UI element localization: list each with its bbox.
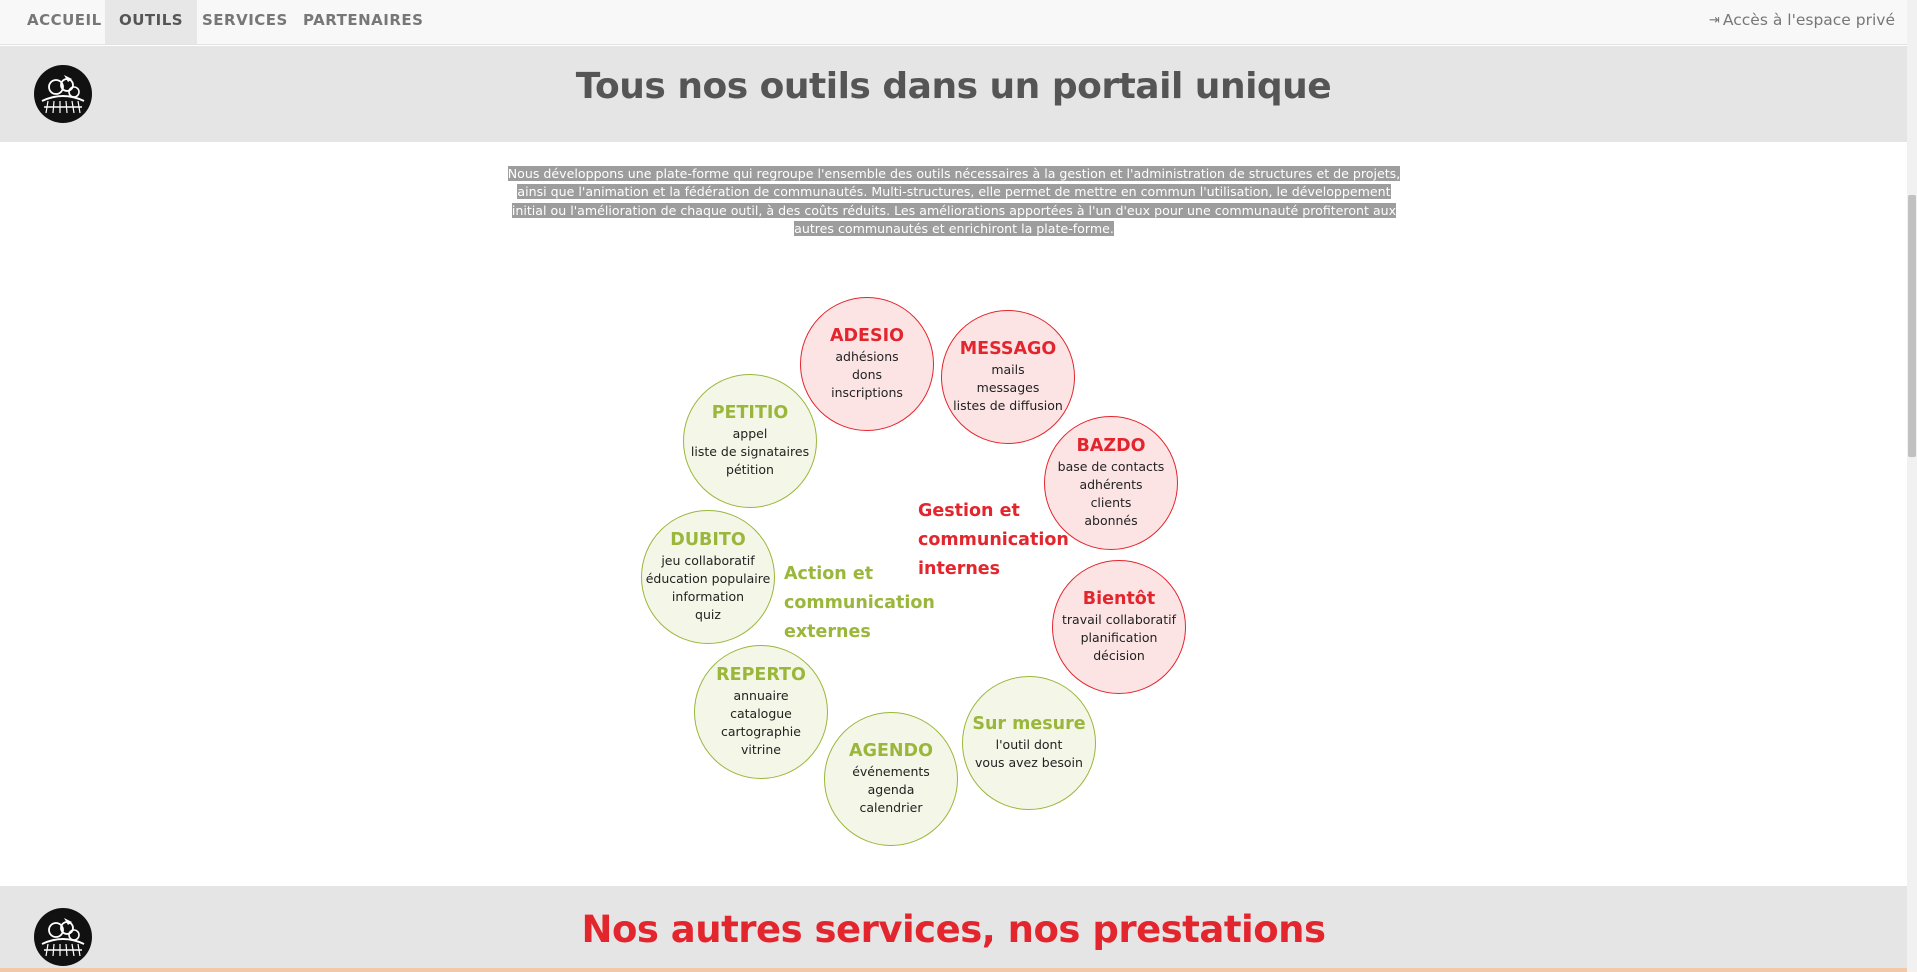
private-access-label: Accès à l'espace privé [1722, 11, 1895, 29]
tool-feature: cartographie [721, 724, 801, 739]
group-label-line: internes [918, 559, 1001, 579]
tool-petitio[interactable] [683, 374, 817, 508]
top-navbar [0, 0, 1907, 45]
tool-feature: travail collaboratif [1062, 612, 1176, 627]
group-label-line: externes [784, 622, 871, 642]
tool-feature: clients [1090, 495, 1132, 510]
tool-agendo[interactable] [824, 712, 958, 846]
private-access-link[interactable] [1709, 0, 1895, 44]
tool-feature: agenda [867, 782, 915, 797]
tool-feature: planification [1080, 630, 1158, 645]
tool-feature: abonnés [1084, 513, 1138, 528]
tool-feature: appel [732, 426, 768, 441]
tool-name: AGENDO [849, 741, 933, 761]
nav-partenaires[interactable]: PARTENAIRES [303, 11, 424, 29]
tool-bientot[interactable] [1052, 560, 1186, 694]
nav-outils[interactable]: OUTILS [105, 0, 197, 44]
tool-feature: décision [1093, 648, 1145, 663]
tool-feature: catalogue [730, 706, 792, 721]
tool-dubito[interactable] [641, 510, 775, 644]
group-label-line: Gestion et [918, 501, 1020, 521]
intro-text: Nous développons une plate-forme qui regroupe l'ensemble des outils nécessaires à la gestion et l'administration de structures et de projets, ainsi que l'animation et la fédération de communautés. Multi-structures, elle permet de mettre en commun l'utilisation, le développement initial ou l'amélioration de chaque outil, à des coûts réduits. Les améliorations apportées à l'un d'eux pour une communauté profiteront aux autres communautés et enrichiront la plate-forme. [507, 166, 1401, 236]
tools-section-header [0, 46, 1907, 142]
tool-feature: mails [991, 362, 1025, 377]
tool-name: BAZDO [1076, 436, 1146, 456]
tool-feature: base de contacts [1057, 459, 1165, 474]
tool-feature: information [671, 589, 745, 604]
tool-sur-mesure[interactable] [962, 676, 1096, 810]
group-label-internal [918, 497, 1069, 584]
tool-name: Sur mesure [972, 714, 1086, 734]
tool-feature: jeu collaboratif [661, 553, 755, 568]
services-title: Nos autres services, nos prestations [581, 908, 1326, 951]
tool-feature: annuaire [733, 688, 789, 703]
section-divider [0, 968, 1907, 972]
tool-feature: adhésions [835, 349, 899, 364]
nav-services[interactable]: SERVICES [202, 11, 288, 29]
tool-name: DUBITO [670, 530, 746, 550]
group-label-line: Action et [784, 564, 874, 584]
tool-name: ADESIO [829, 326, 905, 346]
tool-feature: vitrine [741, 742, 781, 757]
tool-feature: éducation populaire [645, 571, 771, 586]
tool-feature: dons [851, 367, 883, 382]
group-label-line: communication [784, 593, 935, 613]
tool-feature: l'outil dont [995, 737, 1063, 752]
tool-reperto[interactable] [694, 645, 828, 779]
tool-feature: listes de diffusion [953, 398, 1063, 413]
tool-feature: quiz [695, 607, 721, 622]
intro-paragraph [500, 165, 1408, 238]
page-title: Tous nos outils dans un portail unique [575, 66, 1332, 107]
tool-feature: pétition [726, 462, 774, 477]
page-scrollbar[interactable] [1907, 0, 1917, 972]
tool-feature: inscriptions [831, 385, 903, 400]
tool-feature: calendrier [859, 800, 923, 815]
tool-name: PETITIO [711, 403, 789, 423]
tool-name: REPERTO [716, 665, 806, 685]
nav-accueil[interactable]: ACCUEIL [27, 11, 102, 29]
tool-feature: messages [976, 380, 1040, 395]
tool-feature: vous avez besoin [975, 755, 1083, 770]
tool-feature: adhérents [1079, 477, 1143, 492]
group-label-external [784, 560, 935, 647]
tool-messago[interactable] [941, 310, 1075, 444]
login-icon: ⇥ [1709, 13, 1720, 28]
tool-name: Bientôt [1082, 589, 1156, 609]
services-section-header [0, 886, 1907, 972]
tool-feature: événements [852, 764, 930, 779]
tool-feature: liste de signataires [690, 444, 810, 459]
group-label-line: communication [918, 530, 1069, 550]
tool-name: MESSAGO [959, 339, 1057, 359]
scrollbar-thumb[interactable] [1908, 195, 1916, 457]
tool-adesio[interactable] [800, 297, 934, 431]
